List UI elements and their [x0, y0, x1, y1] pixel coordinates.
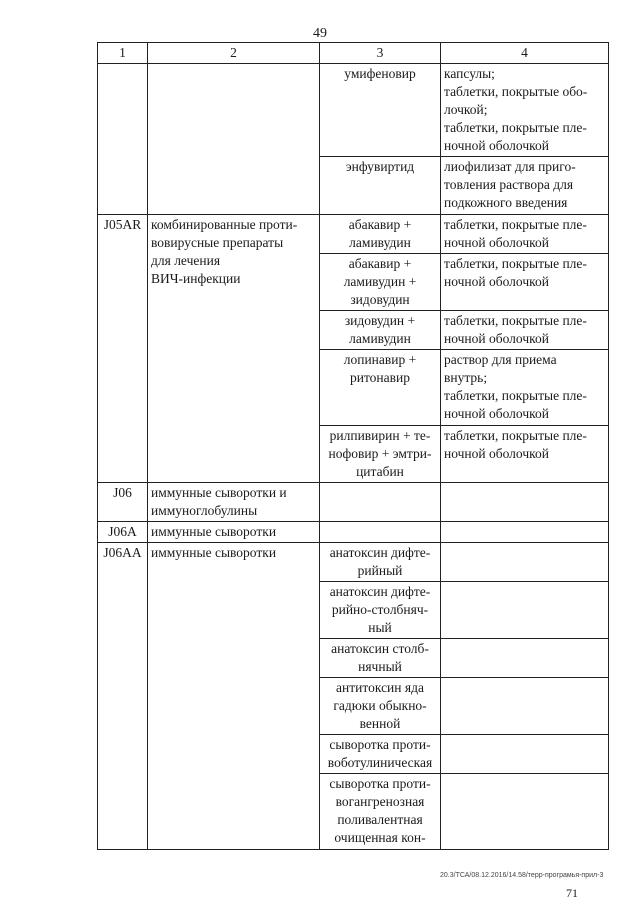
- drug-cell: [320, 522, 441, 543]
- atc-code-cell: J05AR: [98, 215, 148, 483]
- forms-cell: [441, 483, 609, 522]
- drug-table: [97, 42, 609, 850]
- header-col-1: 1: [98, 43, 148, 64]
- table-header-row: [98, 43, 609, 64]
- forms-cell: [441, 582, 609, 639]
- forms-cell: [441, 774, 609, 850]
- group-cell: [148, 64, 320, 215]
- drug-cell: лопинавир + ритонавир: [320, 350, 441, 426]
- header-col-4: 4: [441, 43, 609, 64]
- drug-cell: анатоксин дифте- рийно-столбняч- ный: [320, 582, 441, 639]
- forms-cell: таблетки, покрытые пле- ночной оболочкой: [441, 254, 609, 311]
- header-col-3: 3: [320, 43, 441, 64]
- drug-cell: абакавир + ламивудин: [320, 215, 441, 254]
- drug-cell: рилпивирин + те- нофовир + эмтри- цитабин: [320, 426, 441, 483]
- table-row: [98, 483, 609, 522]
- drug-cell: умифеновир: [320, 64, 441, 157]
- drug-cell: [320, 483, 441, 522]
- drug-cell: зидовудин + ламивудин: [320, 311, 441, 350]
- group-cell: иммунные сыворотки: [148, 543, 320, 850]
- atc-code-cell: [98, 64, 148, 215]
- drug-cell: анатоксин столб- нячный: [320, 639, 441, 678]
- footer-page-number: 71: [566, 886, 578, 900]
- atc-code-cell: J06: [98, 483, 148, 522]
- table-row: [98, 64, 609, 157]
- forms-cell: [441, 543, 609, 582]
- forms-cell: [441, 522, 609, 543]
- atc-code-cell: J06A: [98, 522, 148, 543]
- forms-cell: [441, 678, 609, 735]
- table-row: [98, 215, 609, 254]
- drug-cell: энфувиртид: [320, 157, 441, 215]
- forms-cell: лиофилизат для приго- товления раствора для подкожного введения: [441, 157, 609, 215]
- group-cell: иммунные сыворотки: [148, 522, 320, 543]
- group-cell: комбинированные проти- вовирусные препараты для лечения ВИЧ-инфекции: [148, 215, 320, 483]
- header-col-2: 2: [148, 43, 320, 64]
- table-row: [98, 543, 609, 582]
- forms-cell: раствор для приема внутрь; таблетки, покрытые пле- ночной оболочкой: [441, 350, 609, 426]
- page-number: 49: [313, 26, 327, 41]
- drug-cell: сыворотка проти- воботулиническая: [320, 735, 441, 774]
- atc-code-cell: J06AA: [98, 543, 148, 850]
- drug-cell: антитоксин яда гадюки обыкно- венной: [320, 678, 441, 735]
- table-row: [98, 522, 609, 543]
- forms-cell: таблетки, покрытые пле- ночной оболочкой: [441, 215, 609, 254]
- forms-cell: [441, 639, 609, 678]
- drug-cell: сыворотка проти- вогангренозная поливалентная очищенная кон-: [320, 774, 441, 850]
- drug-cell: анатоксин дифте- рийный: [320, 543, 441, 582]
- forms-cell: таблетки, покрытые пле- ночной оболочкой: [441, 311, 609, 350]
- forms-cell: капсулы; таблетки, покрытые обо- лочкой; таблетки, покрытые пле- ночной оболочкой: [441, 64, 609, 157]
- drug-cell: абакавир + ламивудин + зидовудин: [320, 254, 441, 311]
- footer-file-code: 20.3/ТСА/08.12.2016/14.58/терр-програмья-прил-3: [440, 872, 604, 879]
- forms-cell: таблетки, покрытые пле- ночной оболочкой: [441, 426, 609, 483]
- forms-cell: [441, 735, 609, 774]
- group-cell: иммунные сыворотки и иммуноглобулины: [148, 483, 320, 522]
